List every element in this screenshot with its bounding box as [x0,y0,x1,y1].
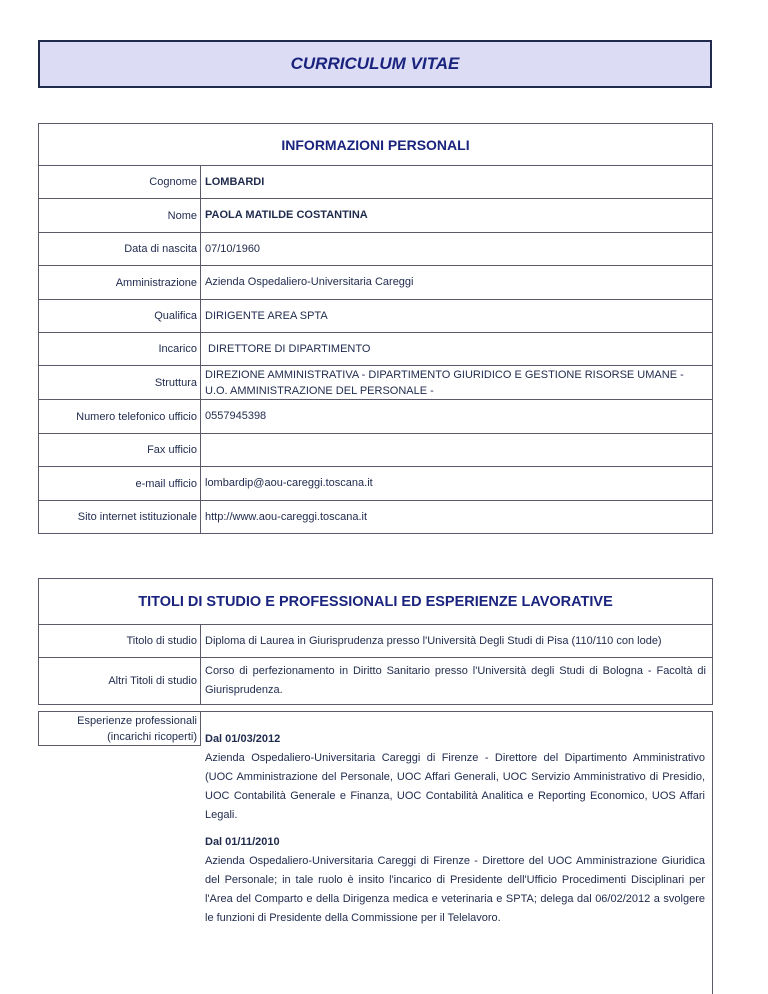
cv-title: CURRICULUM VITAE [290,54,460,73]
row-titolo-studio [39,625,712,658]
label-struttura: Struttura [39,366,201,399]
label-altri-titoli: Altri Titoli di studio [39,658,201,704]
label-amministrazione: Amministrazione [39,266,201,299]
label-nome: Nome [39,199,201,232]
cv-title-box [38,40,712,88]
label-data-nascita: Data di nascita [39,233,201,265]
row-cognome [39,166,712,199]
label-fax: Fax ufficio [39,434,201,466]
row-data-nascita [39,233,712,266]
value-fax [201,434,712,466]
experience-date: Dal 01/03/2012 [205,733,281,745]
value-email: lombardip@aou-careggi.toscana.it [205,477,373,489]
row-nome [39,199,712,233]
value-struttura: DIREZIONE AMMINISTRATIVA - DIPARTIMENTO GIURIDICO E GESTIONE RISORSE UMANE - U.O. AMMINISTRAZIONE DEL PERSONALE - [205,368,684,397]
row-incarico [39,333,712,366]
experience-label: Esperienze professionali (incarichi ricoperti) [38,711,201,746]
value-amministrazione: Azienda Ospedaliero-Universitaria Careggi [205,276,414,288]
value-telefono: 0557945398 [205,410,267,422]
row-telefono [39,400,712,434]
label-telefono: Numero telefonico ufficio [39,400,201,433]
experience-text: Azienda Ospedaliero-Universitaria Careggi di Firenze - Direttore del Dipartimento Amministrativo (UOC Amministrazione del Personale, UOC Affari Generali, UOC Servizio Amministrativo di Presidio, UOC Contabilità Generale e Finanza, UOC Contabilità Analitica e Reporting Economico, UOS Affari Legali. [205,752,705,821]
row-qualifica [39,300,712,333]
row-altri-titoli [39,658,712,704]
row-struttura [39,366,712,400]
value-altri-titoli: Corso di perfezionamento in Diritto Sanitario presso l'Università degli Studi di Bologna - Facoltà di Giurisprudenza. [205,665,706,696]
personal-info-section [38,123,713,534]
value-titolo-studio: Diploma di Laurea in Giurisprudenza presso l'Università Degli Studi di Pisa (110/110 con lode) [205,634,662,647]
experience-item [205,730,705,825]
row-email [39,467,712,501]
value-data-nascita: 07/10/1960 [205,242,261,255]
label-sito: Sito internet istituzionale [39,501,201,533]
personal-info-header: INFORMAZIONI PERSONALI [39,124,712,166]
experience-text: Azienda Ospedaliero-Universitaria Careggi di Firenze - Direttore del UOC Amministrazione Giuridica del Personale; in tale ruolo è insito l'incarico di Presidente dell'Ufficio Procedimenti Disciplinari per l'Area del Comparto e della Dirigenza medica e veterinaria e SPTA; delega dal 06/02/2012 a svolgere le funzioni di Presidente della Commissione per il Telelavoro. [205,855,705,924]
value-qualifica: DIRIGENTE AREA SPTA [205,309,328,322]
experience-date: Dal 01/11/2010 [205,836,280,848]
studies-section [38,578,713,705]
row-amministrazione [39,266,712,300]
row-sito [39,501,712,533]
value-sito: http://www.aou-careggi.toscana.it [205,510,368,523]
label-titolo-studio: Titolo di studio [39,625,201,657]
value-cognome: LOMBARDI [205,175,265,188]
label-qualifica: Qualifica [39,300,201,332]
studies-header: TITOLI DI STUDIO E PROFESSIONALI ED ESPERIENZE LAVORATIVE [39,579,712,625]
value-nome: PAOLA MATILDE COSTANTINA [205,209,368,221]
experience-item [205,833,705,928]
label-email: e-mail ufficio [39,467,201,500]
row-fax [39,434,712,467]
value-incarico: DIRETTORE DI DIPARTIMENTO [205,342,371,355]
label-incarico: Incarico [39,333,201,365]
label-cognome: Cognome [39,166,201,198]
